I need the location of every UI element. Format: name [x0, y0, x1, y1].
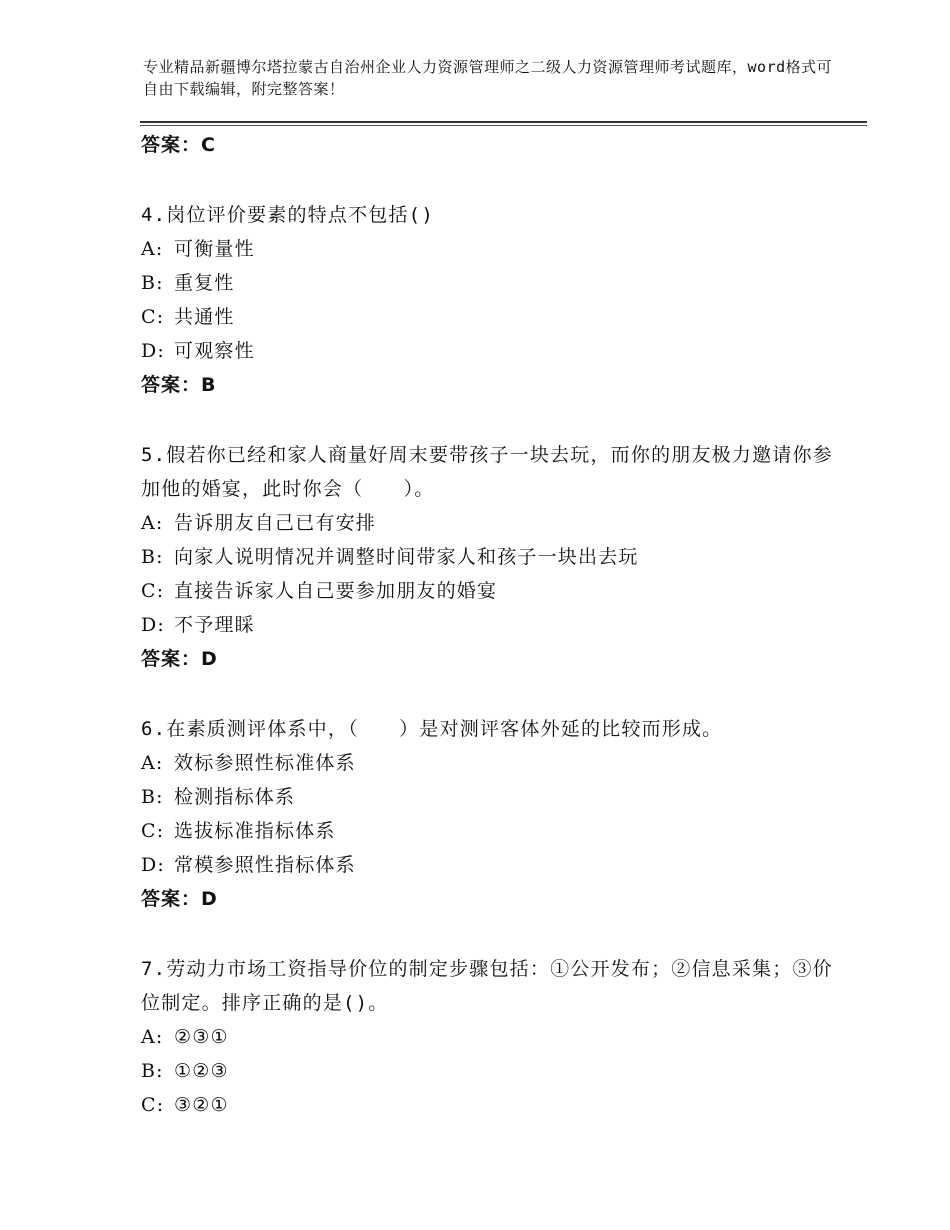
option-text: 效标参照性标准体系	[174, 752, 356, 774]
option-c	[141, 574, 841, 608]
option-key: B:	[141, 272, 164, 294]
option-c	[141, 814, 841, 848]
option-key: D:	[141, 340, 166, 362]
answer-value: C	[201, 134, 216, 156]
option-b	[141, 540, 841, 574]
answer-line	[141, 642, 841, 676]
option-key: C:	[141, 306, 165, 328]
option-text: 直接告诉家人自己要参加朋友的婚宴	[174, 580, 498, 602]
option-key: D:	[141, 854, 166, 876]
answer-value: D	[201, 888, 218, 910]
question-block	[141, 438, 841, 676]
option-a	[141, 1020, 841, 1054]
answer-line	[141, 882, 841, 916]
option-key: A:	[141, 238, 164, 260]
option-d	[141, 608, 841, 642]
answer-value: D	[201, 648, 218, 670]
option-text: 可观察性	[174, 340, 255, 362]
option-d	[141, 848, 841, 882]
option-key: B:	[141, 546, 164, 568]
question-block	[141, 712, 841, 916]
question-text: 6.在素质测评体系中，（ ）是对测评客体外延的比较而形成。	[141, 718, 723, 740]
option-a	[141, 232, 841, 266]
option-text: 重复性	[174, 272, 235, 294]
answer-line	[141, 368, 841, 402]
option-text: 告诉朋友自己已有安排	[174, 512, 377, 534]
option-key: A:	[141, 512, 164, 534]
option-text: 检测指标体系	[174, 786, 296, 808]
question-text: 4.岗位评价要素的特点不包括()	[141, 204, 434, 226]
document-header: 专业精品新疆博尔塔拉蒙古自治州企业人力资源管理师之二级人力资源管理师考试题库，word格式可自由下载编辑，附完整答案！	[143, 58, 833, 98]
option-text: ③②①	[174, 1094, 229, 1116]
option-key: B:	[141, 1060, 164, 1082]
header-rule-thin	[140, 125, 867, 126]
option-text: 向家人说明情况并调整时间带家人和孩子一块出去玩	[174, 546, 639, 568]
option-c	[141, 1088, 841, 1122]
option-key: D:	[141, 614, 166, 636]
option-c	[141, 300, 841, 334]
option-d	[141, 334, 841, 368]
option-key: A:	[141, 752, 164, 774]
option-key: C:	[141, 820, 165, 842]
question-block	[141, 198, 841, 402]
option-text: 选拔标准指标体系	[174, 820, 336, 842]
option-text: 可衡量性	[174, 238, 255, 260]
option-key: C:	[141, 580, 165, 602]
question-block	[141, 952, 841, 1122]
option-b	[141, 1054, 841, 1088]
option-text: ①②③	[174, 1060, 229, 1082]
answer-label: 答案：	[141, 648, 202, 670]
header-rule-thick	[140, 121, 867, 123]
option-text: 不予理睬	[174, 614, 255, 636]
answer-label: 答案：	[141, 374, 202, 396]
answer-value: B	[201, 374, 217, 396]
option-key: A:	[141, 1026, 164, 1048]
option-b	[141, 780, 841, 814]
option-key: B:	[141, 786, 164, 808]
question-text: 7.劳动力市场工资指导价位的制定步骤包括：①公开发布；②信息采集；③价位制定。排序正确的是()。	[141, 958, 833, 1014]
option-b	[141, 266, 841, 300]
option-a	[141, 506, 841, 540]
answer-label: 答案：	[141, 134, 202, 156]
question-list	[141, 128, 841, 1122]
option-a	[141, 746, 841, 780]
answer-label: 答案：	[141, 888, 202, 910]
question-text: 5.假若你已经和家人商量好周末要带孩子一块去玩，而你的朋友极力邀请你参加他的婚宴，此时你会（ ）。	[141, 444, 833, 500]
option-key: C:	[141, 1094, 165, 1116]
option-text: ②③①	[174, 1026, 229, 1048]
option-text: 常模参照性指标体系	[174, 854, 356, 876]
option-text: 共通性	[174, 306, 235, 328]
answer-line	[141, 128, 841, 162]
